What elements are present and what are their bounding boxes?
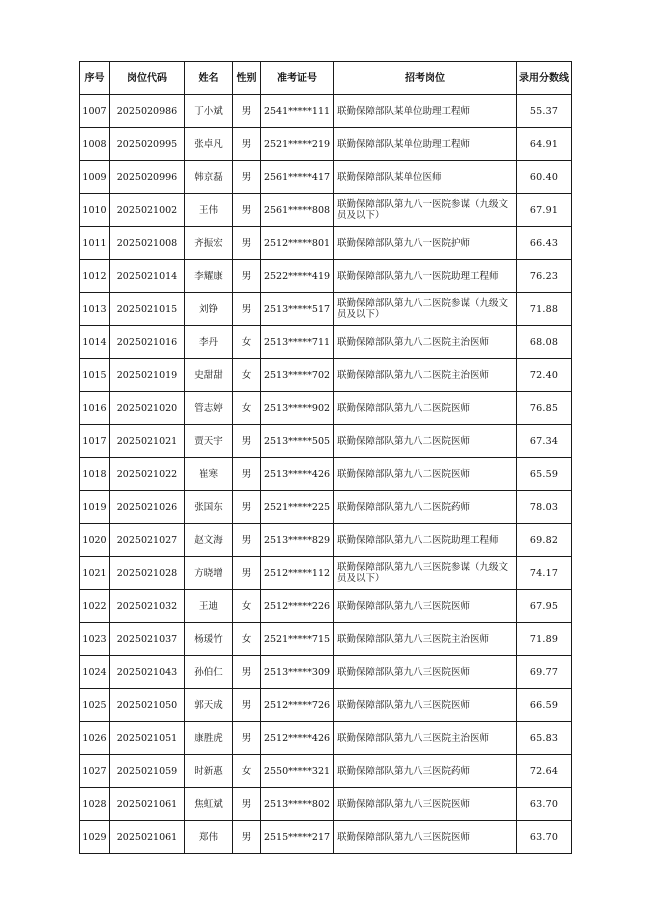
- cell-exam-no: 2521*****715: [261, 623, 334, 656]
- cell-name: 王伟: [185, 194, 233, 227]
- cell-gender: 女: [233, 326, 261, 359]
- header-row: [80, 62, 572, 95]
- cell-post: 联勤保障部队某单位助理工程师: [334, 128, 517, 161]
- cell-seq: 1025: [80, 689, 110, 722]
- cell-exam-no: 2521*****219: [261, 128, 334, 161]
- cell-exam-no: 2521*****225: [261, 491, 334, 524]
- cell-exam-no: 2513*****426: [261, 458, 334, 491]
- cell-gender: 男: [233, 722, 261, 755]
- header-exam-no: 准考证号: [261, 62, 334, 95]
- cell-name: 方晓增: [185, 557, 233, 590]
- cell-exam-no: 2515*****217: [261, 821, 334, 854]
- cell-post: 联勤保障部队第九八二医院药师: [334, 491, 517, 524]
- cell-score: 71.89: [517, 623, 572, 656]
- cell-post: 联勤保障部队第九八三医院主治医师: [334, 722, 517, 755]
- table-row: [80, 260, 572, 293]
- cell-post: 联勤保障部队某单位助理工程师: [334, 95, 517, 128]
- cell-gender: 男: [233, 491, 261, 524]
- cell-name: 史甜甜: [185, 359, 233, 392]
- cell-post: 联勤保障部队第九八二医院医师: [334, 425, 517, 458]
- cell-gender: 女: [233, 623, 261, 656]
- cell-score: 78.03: [517, 491, 572, 524]
- cell-score: 64.91: [517, 128, 572, 161]
- cell-name: 韩京磊: [185, 161, 233, 194]
- cell-seq: 1021: [80, 557, 110, 590]
- table-row: [80, 194, 572, 227]
- cell-score: 60.40: [517, 161, 572, 194]
- admission-score-table: [79, 61, 572, 854]
- cell-gender: 男: [233, 821, 261, 854]
- cell-post: 联勤保障部队第九八三医院医师: [334, 689, 517, 722]
- cell-exam-no: 2513*****802: [261, 788, 334, 821]
- cell-exam-no: 2513*****711: [261, 326, 334, 359]
- cell-gender: 男: [233, 689, 261, 722]
- table-body: [80, 95, 572, 854]
- cell-gender: 男: [233, 788, 261, 821]
- cell-post-code: 2025021051: [110, 722, 185, 755]
- cell-score: 69.77: [517, 656, 572, 689]
- cell-gender: 男: [233, 458, 261, 491]
- cell-exam-no: 2561*****808: [261, 194, 334, 227]
- cell-name: 赵文海: [185, 524, 233, 557]
- cell-gender: 男: [233, 161, 261, 194]
- cell-post: 联勤保障部队第九八三医院医师: [334, 821, 517, 854]
- table-row: [80, 821, 572, 854]
- table-row: [80, 755, 572, 788]
- cell-seq: 1014: [80, 326, 110, 359]
- cell-score: 72.40: [517, 359, 572, 392]
- cell-post-code: 2025021014: [110, 260, 185, 293]
- cell-exam-no: 2513*****309: [261, 656, 334, 689]
- cell-name: 李耀康: [185, 260, 233, 293]
- cell-exam-no: 2522*****419: [261, 260, 334, 293]
- table-row: [80, 656, 572, 689]
- cell-post-code: 2025020995: [110, 128, 185, 161]
- cell-post: 联勤保障部队第九八二医院主治医师: [334, 326, 517, 359]
- cell-post: 联勤保障部队第九八二医院医师: [334, 392, 517, 425]
- cell-score: 67.91: [517, 194, 572, 227]
- cell-score: 69.82: [517, 524, 572, 557]
- cell-post-code: 2025021061: [110, 821, 185, 854]
- cell-score: 63.70: [517, 788, 572, 821]
- cell-seq: 1017: [80, 425, 110, 458]
- cell-seq: 1009: [80, 161, 110, 194]
- cell-post: 联勤保障部队第九八二医院助理工程师: [334, 524, 517, 557]
- cell-name: 康胜虎: [185, 722, 233, 755]
- cell-score: 67.34: [517, 425, 572, 458]
- cell-name: 李丹: [185, 326, 233, 359]
- cell-score: 71.88: [517, 293, 572, 326]
- cell-exam-no: 2561*****417: [261, 161, 334, 194]
- cell-score: 66.59: [517, 689, 572, 722]
- cell-seq: 1019: [80, 491, 110, 524]
- cell-score: 74.17: [517, 557, 572, 590]
- cell-post-code: 2025021002: [110, 194, 185, 227]
- header-name: 姓名: [185, 62, 233, 95]
- cell-post-code: 2025021020: [110, 392, 185, 425]
- cell-post: 联勤保障部队第九八一医院助理工程师: [334, 260, 517, 293]
- cell-seq: 1011: [80, 227, 110, 260]
- cell-exam-no: 2541*****111: [261, 95, 334, 128]
- cell-post-code: 2025020986: [110, 95, 185, 128]
- header-seq: 序号: [80, 62, 110, 95]
- cell-gender: 男: [233, 194, 261, 227]
- table-row: [80, 359, 572, 392]
- table-header: [80, 62, 572, 95]
- table-row: [80, 392, 572, 425]
- cell-seq: 1023: [80, 623, 110, 656]
- cell-post-code: 2025021019: [110, 359, 185, 392]
- cell-exam-no: 2512*****226: [261, 590, 334, 623]
- table-row: [80, 458, 572, 491]
- cell-seq: 1016: [80, 392, 110, 425]
- header-score: 录用分数线: [517, 62, 572, 95]
- cell-post-code: 2025021059: [110, 755, 185, 788]
- cell-post: 联勤保障部队第九八一医院护师: [334, 227, 517, 260]
- cell-score: 76.85: [517, 392, 572, 425]
- cell-gender: 男: [233, 425, 261, 458]
- cell-gender: 女: [233, 392, 261, 425]
- cell-gender: 男: [233, 227, 261, 260]
- table-row: [80, 557, 572, 590]
- cell-seq: 1018: [80, 458, 110, 491]
- cell-seq: 1029: [80, 821, 110, 854]
- cell-seq: 1008: [80, 128, 110, 161]
- table-row: [80, 95, 572, 128]
- cell-post-code: 2025021015: [110, 293, 185, 326]
- cell-exam-no: 2513*****702: [261, 359, 334, 392]
- cell-post-code: 2025021043: [110, 656, 185, 689]
- cell-seq: 1024: [80, 656, 110, 689]
- table-row: [80, 161, 572, 194]
- cell-exam-no: 2550*****321: [261, 755, 334, 788]
- table-row: [80, 524, 572, 557]
- cell-seq: 1010: [80, 194, 110, 227]
- table-row: [80, 293, 572, 326]
- cell-post: 联勤保障部队第九八三医院参谋（九级文员及以下）: [334, 557, 517, 590]
- cell-name: 郑伟: [185, 821, 233, 854]
- cell-name: 郭天成: [185, 689, 233, 722]
- table-row: [80, 227, 572, 260]
- cell-post: 联勤保障部队某单位医师: [334, 161, 517, 194]
- cell-post-code: 2025021021: [110, 425, 185, 458]
- cell-score: 76.23: [517, 260, 572, 293]
- table-row: [80, 326, 572, 359]
- cell-name: 孙伯仁: [185, 656, 233, 689]
- cell-name: 崔寒: [185, 458, 233, 491]
- cell-name: 焦虹斌: [185, 788, 233, 821]
- cell-post: 联勤保障部队第九八三医院医师: [334, 590, 517, 623]
- cell-name: 刘铮: [185, 293, 233, 326]
- cell-gender: 男: [233, 128, 261, 161]
- cell-gender: 女: [233, 359, 261, 392]
- cell-seq: 1026: [80, 722, 110, 755]
- cell-seq: 1012: [80, 260, 110, 293]
- cell-score: 66.43: [517, 227, 572, 260]
- cell-post: 联勤保障部队第九八三医院主治医师: [334, 623, 517, 656]
- cell-post-code: 2025021032: [110, 590, 185, 623]
- cell-exam-no: 2512*****112: [261, 557, 334, 590]
- cell-name: 杨瑗竹: [185, 623, 233, 656]
- cell-post: 联勤保障部队第九八二医院参谋（九级文员及以下）: [334, 293, 517, 326]
- cell-name: 时新惠: [185, 755, 233, 788]
- cell-post-code: 2025021016: [110, 326, 185, 359]
- cell-exam-no: 2512*****726: [261, 689, 334, 722]
- cell-seq: 1007: [80, 95, 110, 128]
- cell-name: 齐振宏: [185, 227, 233, 260]
- cell-post: 联勤保障部队第九八三医院药师: [334, 755, 517, 788]
- cell-post: 联勤保障部队第九八二医院医师: [334, 458, 517, 491]
- cell-post-code: 2025021022: [110, 458, 185, 491]
- table-row: [80, 623, 572, 656]
- cell-post-code: 2025021037: [110, 623, 185, 656]
- cell-post-code: 2025021027: [110, 524, 185, 557]
- table-row: [80, 128, 572, 161]
- cell-seq: 1028: [80, 788, 110, 821]
- cell-post-code: 2025021050: [110, 689, 185, 722]
- cell-score: 65.83: [517, 722, 572, 755]
- cell-seq: 1015: [80, 359, 110, 392]
- cell-post: 联勤保障部队第九八一医院参谋（九级文员及以下）: [334, 194, 517, 227]
- cell-gender: 男: [233, 260, 261, 293]
- cell-post: 联勤保障部队第九八三医院医师: [334, 656, 517, 689]
- header-post-code: 岗位代码: [110, 62, 185, 95]
- cell-post: 联勤保障部队第九八二医院主治医师: [334, 359, 517, 392]
- header-gender: 性别: [233, 62, 261, 95]
- cell-name: 管志婷: [185, 392, 233, 425]
- cell-exam-no: 2512*****426: [261, 722, 334, 755]
- results-sheet: [79, 61, 571, 851]
- cell-score: 72.64: [517, 755, 572, 788]
- cell-post-code: 2025021061: [110, 788, 185, 821]
- cell-name: 丁小斌: [185, 95, 233, 128]
- cell-score: 63.70: [517, 821, 572, 854]
- cell-post-code: 2025021008: [110, 227, 185, 260]
- header-post: 招考岗位: [334, 62, 517, 95]
- cell-post-code: 2025020996: [110, 161, 185, 194]
- table-row: [80, 788, 572, 821]
- cell-gender: 男: [233, 293, 261, 326]
- cell-gender: 男: [233, 95, 261, 128]
- cell-seq: 1022: [80, 590, 110, 623]
- cell-post: 联勤保障部队第九八三医院医师: [334, 788, 517, 821]
- table-row: [80, 722, 572, 755]
- table-row: [80, 425, 572, 458]
- table-row: [80, 590, 572, 623]
- cell-gender: 女: [233, 590, 261, 623]
- cell-gender: 男: [233, 524, 261, 557]
- cell-seq: 1013: [80, 293, 110, 326]
- cell-seq: 1027: [80, 755, 110, 788]
- cell-name: 张卓凡: [185, 128, 233, 161]
- cell-name: 张国东: [185, 491, 233, 524]
- cell-post-code: 2025021028: [110, 557, 185, 590]
- cell-exam-no: 2513*****829: [261, 524, 334, 557]
- table-row: [80, 689, 572, 722]
- cell-exam-no: 2513*****517: [261, 293, 334, 326]
- cell-gender: 男: [233, 656, 261, 689]
- cell-post-code: 2025021026: [110, 491, 185, 524]
- cell-score: 65.59: [517, 458, 572, 491]
- table-row: [80, 491, 572, 524]
- cell-exam-no: 2513*****505: [261, 425, 334, 458]
- cell-exam-no: 2512*****801: [261, 227, 334, 260]
- cell-score: 55.37: [517, 95, 572, 128]
- cell-name: 贾天宇: [185, 425, 233, 458]
- cell-score: 67.95: [517, 590, 572, 623]
- cell-name: 王迪: [185, 590, 233, 623]
- cell-gender: 女: [233, 755, 261, 788]
- cell-seq: 1020: [80, 524, 110, 557]
- cell-score: 68.08: [517, 326, 572, 359]
- cell-gender: 男: [233, 557, 261, 590]
- cell-exam-no: 2513*****902: [261, 392, 334, 425]
